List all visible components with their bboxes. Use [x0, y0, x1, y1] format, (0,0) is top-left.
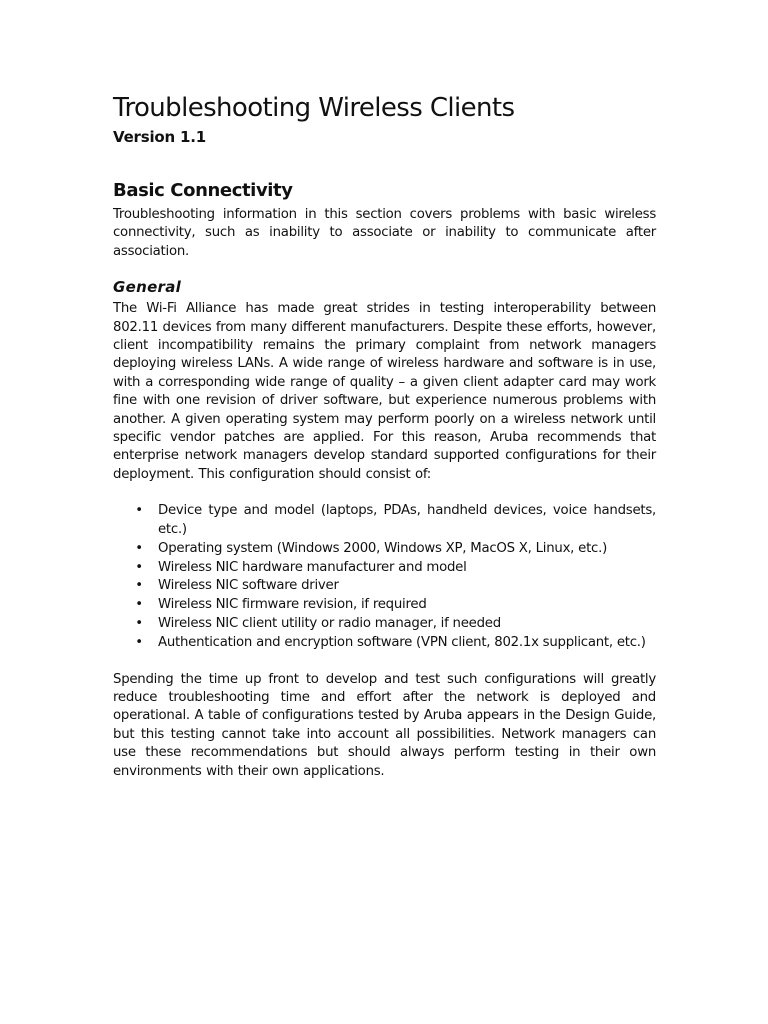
section-intro-paragraph: Troubleshooting information in this section covers problems with basic wireless connectivity, such as inability to associate or inability to communicate after association.	[113, 207, 656, 259]
bullet-icon: •	[135, 540, 143, 556]
bullet-icon: •	[135, 559, 143, 575]
list-item-text: Wireless NIC firmware revision, if required	[158, 597, 427, 613]
list-item-text: Wireless NIC software driver	[158, 578, 339, 594]
list-item	[135, 615, 656, 634]
bullet-icon: •	[135, 578, 143, 594]
document-title: Troubleshooting Wireless Clients	[113, 93, 515, 123]
subsection-heading-general: General	[113, 278, 182, 297]
list-item-text: Authentication and encryption software (VPN client, 802.1x supplicant, etc.)	[158, 634, 646, 650]
list-item	[135, 596, 656, 615]
list-item	[135, 540, 656, 559]
list-item-text: Wireless NIC client utility or radio manager, if needed	[158, 616, 501, 632]
bullet-icon: •	[135, 616, 143, 632]
list-item-text: Operating system (Windows 2000, Windows XP, MacOS X, Linux, etc.)	[158, 540, 608, 556]
list-item	[135, 559, 656, 578]
configuration-list	[113, 502, 656, 652]
list-item-text: Wireless NIC hardware manufacturer and model	[158, 559, 467, 575]
general-paragraph: The Wi-Fi Alliance has made great strides in testing interoperability between 802.11 devices from many different manufacturers. Despite these efforts, however, client incompatibility remains the primary complaint from network managers deploying wireless LANs. A wide range of wireless hardware and software is in use, with a corresponding wide range of quality – a given client adapter card may work fine with one revision of driver software, but experience numerous problems with another. A given operating system may perform poorly on a wireless network until specific vendor patches are applied. For this reason, Aruba recommends that enterprise network managers develop standard supported configurations for their deployment. This configuration should consist of:	[113, 301, 656, 482]
bullet-icon: •	[135, 597, 143, 613]
list-item-text: Device type and model (laptops, PDAs, handheld devices, voice handsets, etc.)	[158, 503, 656, 538]
section-heading-basic-connectivity: Basic Connectivity	[113, 180, 293, 201]
list-item	[135, 577, 656, 596]
closing-paragraph: Spending the time up front to develop and test such configurations will greatly reduce troubleshooting time and effort after the network is deployed and operational. A table of configurations tested by Aruba appears in the Design Guide, but this testing cannot take into account all possibilities. Network managers can use these recommendations but should always perform testing in their own environments with their own applications.	[113, 671, 656, 779]
list-item	[135, 502, 656, 540]
document-version: Version 1.1	[113, 128, 207, 146]
bullet-icon: •	[135, 634, 143, 650]
bullet-icon: •	[135, 503, 143, 519]
list-item	[135, 634, 656, 653]
